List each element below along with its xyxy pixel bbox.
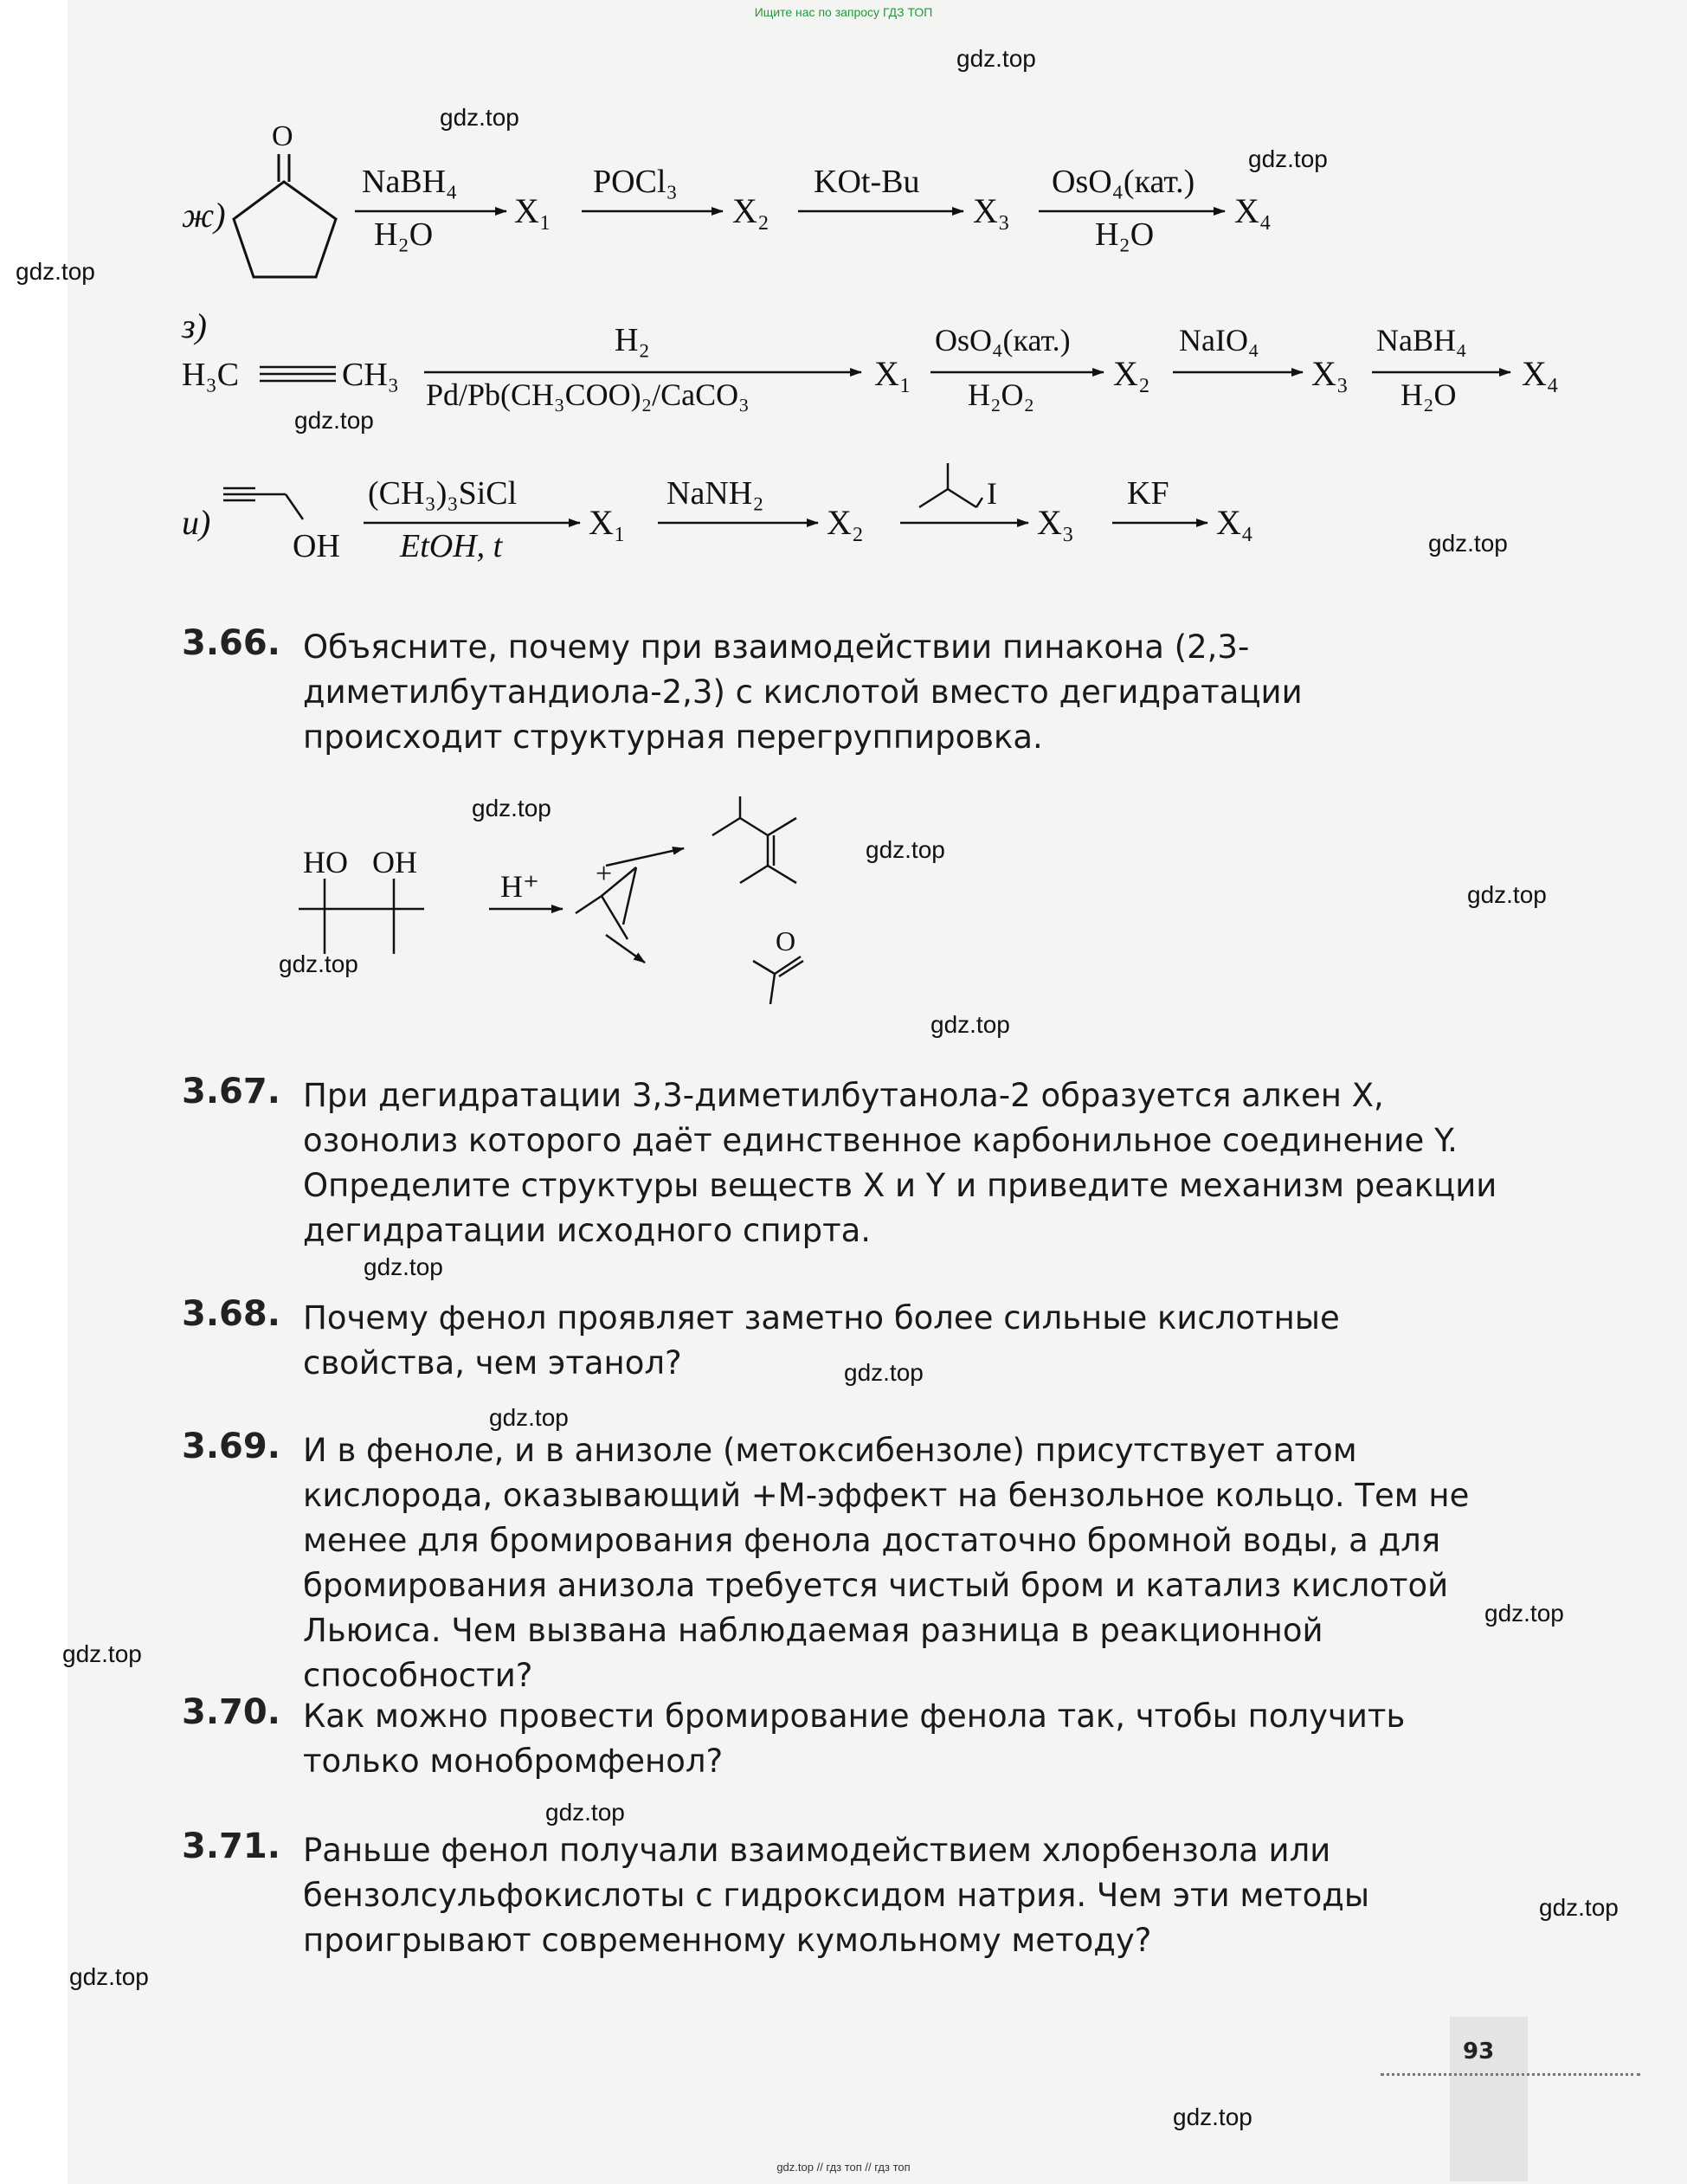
reaction-i-start-group: OH bbox=[293, 528, 340, 564]
pinacol-arrow-ketone bbox=[606, 935, 645, 963]
reaction-zh-reagent1: NaBH₄ bbox=[362, 164, 458, 200]
watermark: gdz.top bbox=[1428, 530, 1508, 557]
reaction-i-x1: X₁ bbox=[589, 503, 626, 542]
reaction-i-reagent1: (CH₃)₃SiCl bbox=[368, 475, 518, 512]
reaction-z-x1: X₁ bbox=[874, 354, 911, 393]
isobutyl-iodide-skeleton bbox=[919, 463, 982, 507]
problem-number: 3.69. bbox=[182, 1427, 280, 1466]
page-number-rule bbox=[1381, 2073, 1640, 2076]
reaction-i-reagent1-bottom: EtOH, t bbox=[400, 528, 503, 564]
reaction-zh-reagent4-bottom: H₂O bbox=[1095, 216, 1155, 253]
page-number: 93 bbox=[1463, 2039, 1495, 2065]
reaction-zh-x2: X₂ bbox=[732, 191, 769, 230]
pinacol-plus: + bbox=[596, 858, 613, 890]
reaction-z-x2: X₂ bbox=[1113, 354, 1150, 393]
reaction-z-start: H₃C bbox=[182, 357, 240, 393]
watermark: gdz.top bbox=[294, 407, 374, 434]
reaction-z-reagent4-bottom: H₂O bbox=[1400, 377, 1457, 412]
footer-note: gdz.top // гдз топ // гдз топ bbox=[776, 2161, 911, 2174]
reaction-zh-reagent1-bottom: H₂O bbox=[374, 216, 434, 253]
pinacol-oh: OH bbox=[372, 845, 417, 879]
reaction-z-label: з) bbox=[182, 306, 207, 345]
reaction-z-reagent3: NaIO₄ bbox=[1179, 323, 1259, 358]
triple-bond bbox=[260, 367, 336, 381]
reaction-i-reagent2: NaNH₂ bbox=[666, 475, 764, 512]
watermark: gdz.top bbox=[440, 104, 519, 131]
watermark: gdz.top bbox=[545, 1799, 625, 1826]
reaction-z-reagent1-bottom: Pd/Pb(CH₃COO)₂/CaCO₃ bbox=[426, 377, 750, 412]
reaction-z-reagent1: H₂ bbox=[615, 322, 650, 358]
watermark: gdz.top bbox=[279, 950, 358, 977]
reaction-i-label: и) bbox=[182, 503, 211, 542]
problem-text: Как можно провести бромирование фенола так, чтобы получить только монобромфенол? bbox=[303, 1698, 1406, 1780]
reaction-z-start-end: CH₃ bbox=[342, 357, 400, 393]
problem-text: Раньше фенол получали взаимодействием хлорбензола или бензолсульфокислоты с гидроксидом натрия. Чем эти методы проигрывают современному кумольному методу? bbox=[303, 1832, 1370, 1959]
problem-text: И в феноле, и в анизоле (метоксибензоле) присутствует атом кислорода, оказывающий +M-эффект на бензольное кольцо. Тем не менее для бромирования фенола достаточно бромной воды, а для бромирования анизола требуется чистый бром и катализ кислотой Льюиса. Чем вызвана наблюдаемая разница в реакционной способности? bbox=[303, 1432, 1470, 1694]
watermark: gdz.top bbox=[489, 1404, 569, 1431]
reaction-z-reagent4: NaBH₄ bbox=[1376, 323, 1467, 358]
problem-number: 3.71. bbox=[182, 1826, 280, 1866]
reaction-i bbox=[182, 463, 1253, 564]
reaction-zh-x3: X₃ bbox=[973, 191, 1010, 230]
reaction-zh-reagent2: POCl₃ bbox=[593, 164, 678, 200]
problem-text: При дегидратации 3,3-диметилбутанола-2 образуется алкен X, озонолиз которого даёт единственное карбонильное соединение Y. Определите структуры веществ X и Y и приведите механизм реакции дегидратации исходного спирта. bbox=[303, 1077, 1497, 1249]
watermark: gdz.top bbox=[1467, 881, 1547, 908]
reaction-z-x3: X₃ bbox=[1311, 354, 1349, 393]
pinacol-skeleton bbox=[299, 879, 424, 954]
header-note: Ищите нас по запросу ГДЗ ТОП bbox=[754, 5, 933, 19]
pinacol-arrow-alkene bbox=[606, 848, 684, 866]
watermark: gdz.top bbox=[866, 836, 945, 863]
cyclopentanone-ring bbox=[234, 154, 336, 277]
watermark: gdz.top bbox=[472, 795, 551, 821]
problem-number: 3.66. bbox=[182, 623, 280, 663]
problem-number: 3.67. bbox=[182, 1072, 280, 1111]
reaction-i-x4: X₄ bbox=[1216, 503, 1253, 542]
problem-text: Объясните, почему при взаимодействии пинакона (2,3-диметилбутандиола-2,3) с кислотой вместо дегидратации происходит структурная перегруппировка. bbox=[303, 628, 1303, 756]
watermark: gdz.top bbox=[16, 258, 95, 285]
reaction-zh bbox=[182, 120, 1272, 277]
reaction-z-reagent2-bottom: H₂O₂ bbox=[968, 377, 1035, 412]
watermark: gdz.top bbox=[1248, 145, 1328, 172]
pinacol-reagent: H⁺ bbox=[500, 869, 539, 904]
watermark: gdz.top bbox=[844, 1359, 924, 1386]
watermark: gdz.top bbox=[1539, 1894, 1619, 1921]
watermark: gdz.top bbox=[956, 45, 1036, 72]
watermark: gdz.top bbox=[1484, 1600, 1564, 1627]
problem-number: 3.68. bbox=[182, 1294, 280, 1334]
reaction-z-reagent2: OsO₄(кат.) bbox=[935, 323, 1071, 358]
reaction-zh-x1: X₁ bbox=[514, 191, 551, 230]
problem-number: 3.70. bbox=[182, 1692, 280, 1732]
watermark: gdz.top bbox=[69, 1963, 149, 1990]
pinacol-ho: HO bbox=[303, 845, 348, 879]
reaction-i-x2: X₂ bbox=[827, 503, 864, 542]
diene-skeleton bbox=[712, 796, 796, 883]
reaction-i-x3: X₃ bbox=[1037, 503, 1074, 542]
reaction-zh-label: ж) bbox=[182, 196, 226, 235]
watermark: gdz.top bbox=[930, 1011, 1010, 1038]
watermark: gdz.top bbox=[1173, 2103, 1252, 2130]
cyclopentanone-oxygen: O bbox=[272, 120, 293, 152]
pinacolone-skeleton bbox=[753, 957, 803, 1004]
propargyl-skeleton bbox=[223, 488, 303, 519]
pinacol-carbonyl-o: O bbox=[776, 925, 796, 957]
reaction-zh-reagent4: OsO₄(кат.) bbox=[1052, 164, 1195, 200]
reaction-zh-reagent3: KOt-Bu bbox=[814, 164, 920, 200]
watermark: gdz.top bbox=[62, 1640, 142, 1667]
reaction-i-reagent3: I bbox=[987, 476, 997, 511]
problem-text: Почему фенол проявляет заметно более сильные кислотные свойства, чем этанол? bbox=[303, 1299, 1340, 1382]
pinacol-scheme bbox=[299, 796, 803, 1004]
reaction-i-reagent4: KF bbox=[1127, 475, 1169, 512]
watermark: gdz.top bbox=[364, 1253, 443, 1280]
reaction-zh-x4: X₄ bbox=[1234, 191, 1272, 230]
reaction-z bbox=[181, 306, 1559, 412]
reaction-z-x4: X₄ bbox=[1522, 354, 1559, 393]
